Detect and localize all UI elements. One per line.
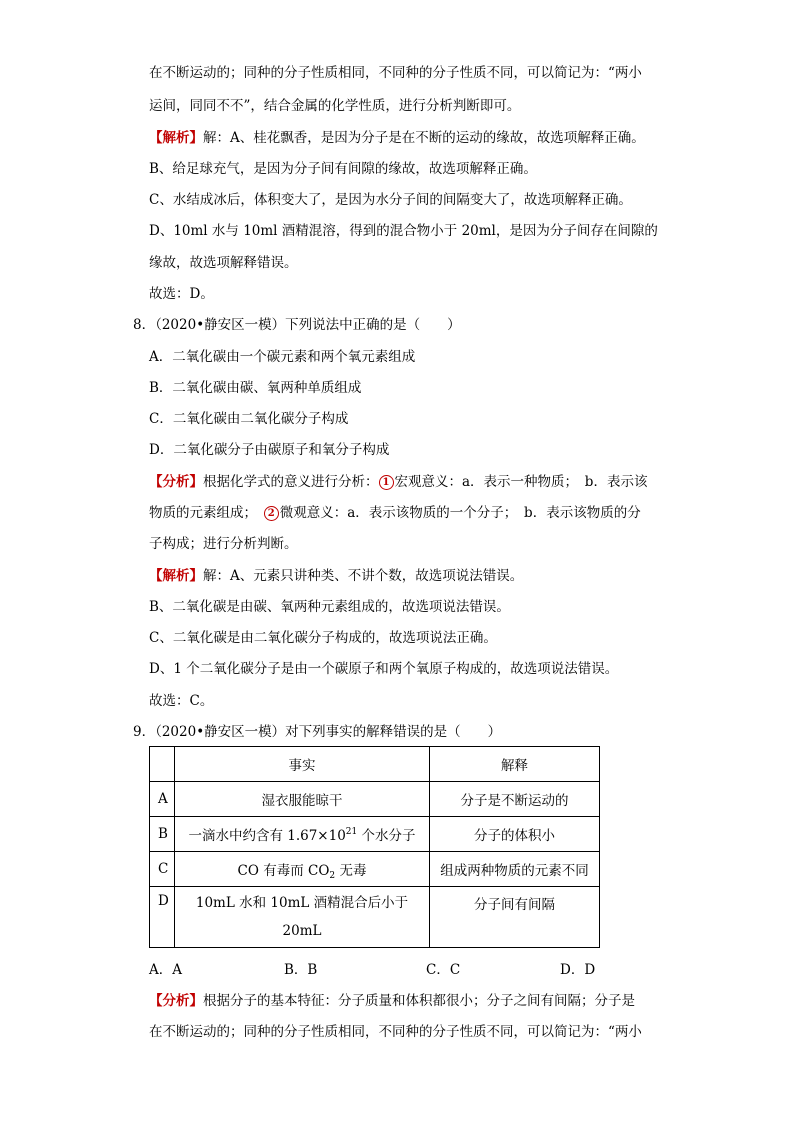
fact-text: 个水分子 <box>357 828 416 844</box>
solution-line: C、二氧化碳是由二氧化碳分子构成的，故选项说法正确。 <box>149 630 497 646</box>
row-label: B <box>150 817 175 852</box>
explanation-cell: 分子的体积小 <box>430 817 600 852</box>
analysis-line <box>149 472 647 492</box>
fact-text: CO 有毒而 CO <box>237 863 330 879</box>
table-cell <box>150 747 175 782</box>
fact-text: 10mL 水和 10mL 酒精混合后小于 <box>195 895 409 911</box>
table-row <box>150 852 600 887</box>
analysis-text: 根据分子的基本特征：分子质量和体积都很小；分子之间有间隔；分子是 <box>203 993 635 1009</box>
solution-line: 缘故，故选项解释错误。 <box>149 255 298 271</box>
table-header-row <box>150 747 600 782</box>
option-d: D．D <box>560 962 596 978</box>
fact-text: 20mL <box>282 923 322 939</box>
solution-text: 解：A、元素只讲种类、不讲个数，故选项说法错误。 <box>203 568 524 584</box>
solution-text: 解：A、桂花飘香，是因为分子是在不断的运动的缘故，故选项解释正确。 <box>203 130 645 146</box>
analysis-line: 子构成；进行分析判断。 <box>149 536 298 552</box>
answer-line: 故选：D。 <box>149 286 214 302</box>
fact-cell <box>175 887 430 948</box>
fact-text: 一滴水中约含有 1.67×10 <box>188 828 346 844</box>
analysis-text: 微观意义：a．表示该物质的一个分子； b．表示该物质的分 <box>279 505 641 521</box>
table-row <box>150 782 600 817</box>
analysis-line <box>149 991 635 1011</box>
circled-number-2: 2 <box>264 506 279 521</box>
analysis-text: 宏观意义：a．表示一种物质； b．表示该 <box>394 474 648 490</box>
analysis-tag: 【分析】 <box>149 474 203 490</box>
analysis-tag: 【分析】 <box>149 993 203 1009</box>
row-label: D <box>150 887 175 948</box>
exponent: 21 <box>345 827 358 837</box>
analysis-line <box>149 503 641 523</box>
table-row <box>150 887 600 948</box>
option-b: B．B <box>284 962 318 978</box>
analysis-line: 在不断运动的；同种的分子性质相同，不同种的分子性质不同，可以简记为：“两小 <box>149 65 642 81</box>
fact-cell <box>175 817 430 852</box>
solution-line: B、给足球充气，是因为分子间有间隙的缘故，故选项解释正确。 <box>149 161 537 177</box>
table-header-explanation: 解释 <box>430 747 600 782</box>
explanation-cell: 组成两种物质的元素不同 <box>430 852 600 887</box>
solution-line: D、10ml 水与 10ml 酒精混溶，得到的混合物小于 20ml，是因为分子间存在间隙的 <box>149 223 658 239</box>
question-8-stem: 8．（2020•静安区一模）下列说法中正确的是（ ） <box>133 317 461 333</box>
fact-text: 无毒 <box>335 863 367 879</box>
option-d: D．二氧化碳分子由碳原子和氧分子构成 <box>149 442 390 458</box>
answer-line: 故选：C。 <box>149 693 214 709</box>
solution-line <box>149 566 523 586</box>
subscript: 2 <box>329 871 336 881</box>
solution-line: D、1 个二氧化碳分子是由一个碳原子和两个氧原子构成的，故选项说法错误。 <box>149 661 619 677</box>
facts-table <box>149 746 600 948</box>
analysis-text: 物质的元素组成； <box>149 505 264 521</box>
fact-cell: 湿衣服能晾干 <box>175 782 430 817</box>
explanation-cell: 分子是不断运动的 <box>430 782 600 817</box>
row-label: A <box>150 782 175 817</box>
option-a: A．A <box>149 962 182 978</box>
solution-tag: 【解析】 <box>149 568 203 584</box>
circled-number-1: 1 <box>379 475 394 490</box>
fact-cell <box>175 852 430 887</box>
table-row <box>150 817 600 852</box>
table-header-fact: 事实 <box>175 747 430 782</box>
analysis-text: 根据化学式的意义进行分析： <box>203 474 379 490</box>
option-c: C．C <box>426 962 461 978</box>
question-9-stem: 9．（2020•静安区一模）对下列事实的解释错误的是（ ） <box>133 724 502 740</box>
solution-line: C、水结成冰后，体积变大了，是因为水分子间的间隔变大了，故选项解释正确。 <box>149 192 632 208</box>
analysis-line: 运间，同同不不”，结合金属的化学性质，进行分析判断即可。 <box>149 98 521 114</box>
solution-tag: 【解析】 <box>149 130 203 146</box>
analysis-line: 在不断运动的；同种的分子性质相同，不同种的分子性质不同，可以简记为：“两小 <box>149 1024 642 1040</box>
row-label: C <box>150 852 175 887</box>
solution-line <box>149 128 645 148</box>
solution-line: B、二氧化碳是由碳、氧两种元素组成的，故选项说法错误。 <box>149 599 510 615</box>
option-c: C．二氧化碳由二氧化碳分子构成 <box>149 411 349 427</box>
explanation-cell: 分子间有间隔 <box>430 887 600 948</box>
option-b: B．二氧化碳由碳、氧两种单质组成 <box>149 380 362 396</box>
option-a: A．二氧化碳由一个碳元素和两个氧元素组成 <box>149 349 416 365</box>
